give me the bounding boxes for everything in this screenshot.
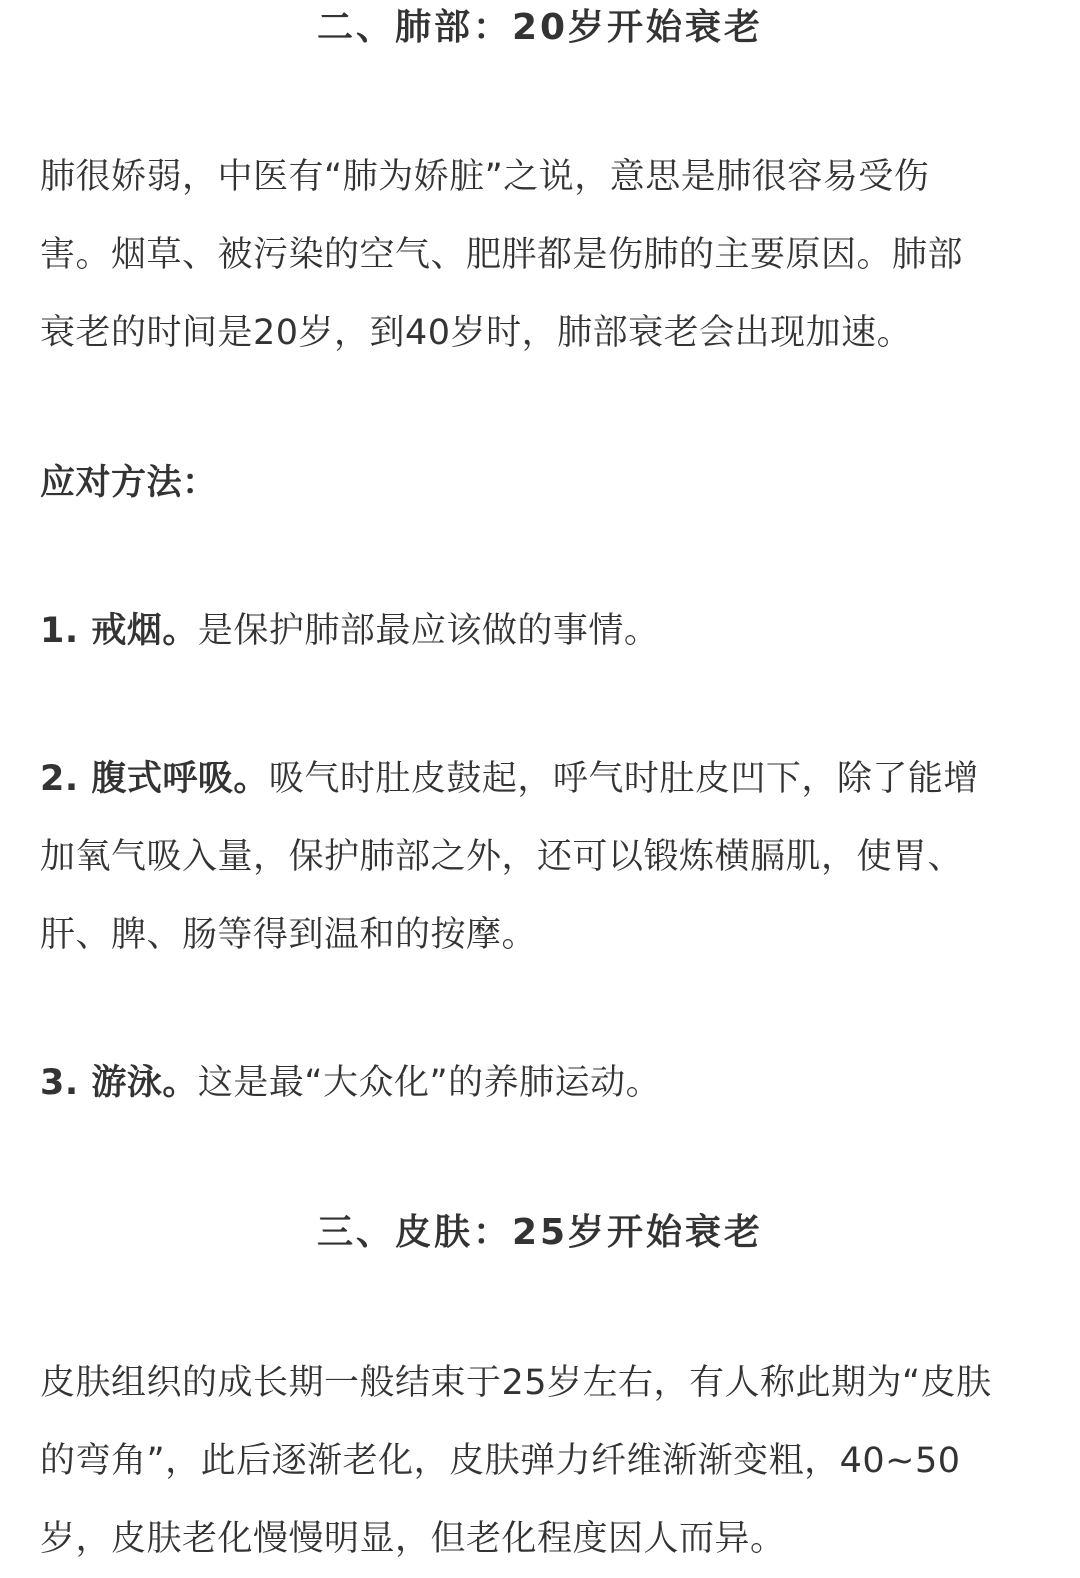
tip-swimming	[40, 1044, 1050, 1122]
section-heading-lungs: 二、肺部：20岁开始衰老	[316, 7, 764, 48]
paragraph-line: 的弯角”，此后逐渐老化，皮肤弹力纤维渐渐变粗，40~50	[40, 1441, 961, 1481]
lungs-intro-paragraph	[40, 138, 1050, 372]
tip-line: 肝、脾、肠等得到温和的按摩。	[40, 915, 538, 955]
paragraph-line: 岁，皮肤老化慢慢明显，但老化程度因人而异。	[40, 1519, 786, 1559]
tip-line: 加氧气吸入量，保护肺部之外，还可以锻炼横膈肌，使胃、	[40, 837, 964, 877]
skin-intro-paragraph	[40, 1344, 1050, 1578]
paragraph-line: 肺很娇弱，中医有“肺为娇脏”之说，意思是肺很容易受伤	[40, 157, 930, 197]
tip-abdominal-breathing	[40, 740, 1050, 974]
methods-label: 应对方法：	[40, 463, 218, 503]
section-heading-skin: 三、皮肤：25岁开始衰老	[316, 1212, 764, 1253]
tip-line	[40, 1044, 1050, 1122]
tip-text: 是保护肺部最应该做的事情。	[197, 611, 660, 651]
paragraph-line: 衰老的时间是20岁，到40岁时，肺部衰老会出现加速。	[40, 313, 913, 353]
tip-line	[40, 592, 1050, 670]
tip-title: 3. 游泳。	[40, 1063, 198, 1103]
tip-text: 吸气时肚皮鼓起，呼气时肚皮凹下，除了能增	[268, 759, 979, 799]
tip-text: 这是最“大众化”的养肺运动。	[197, 1063, 662, 1103]
tip-quit-smoking	[40, 592, 1050, 670]
paragraph-line: 害。烟草、被污染的空气、肥胖都是伤肺的主要原因。肺部	[40, 235, 964, 275]
paragraph-line: 皮肤组织的成长期一般结束于25岁左右，有人称此期为“皮肤	[40, 1363, 992, 1403]
tip-line	[40, 740, 1050, 818]
tip-title: 2. 腹式呼吸。	[40, 759, 269, 799]
tip-title: 1. 戒烟。	[40, 611, 198, 651]
